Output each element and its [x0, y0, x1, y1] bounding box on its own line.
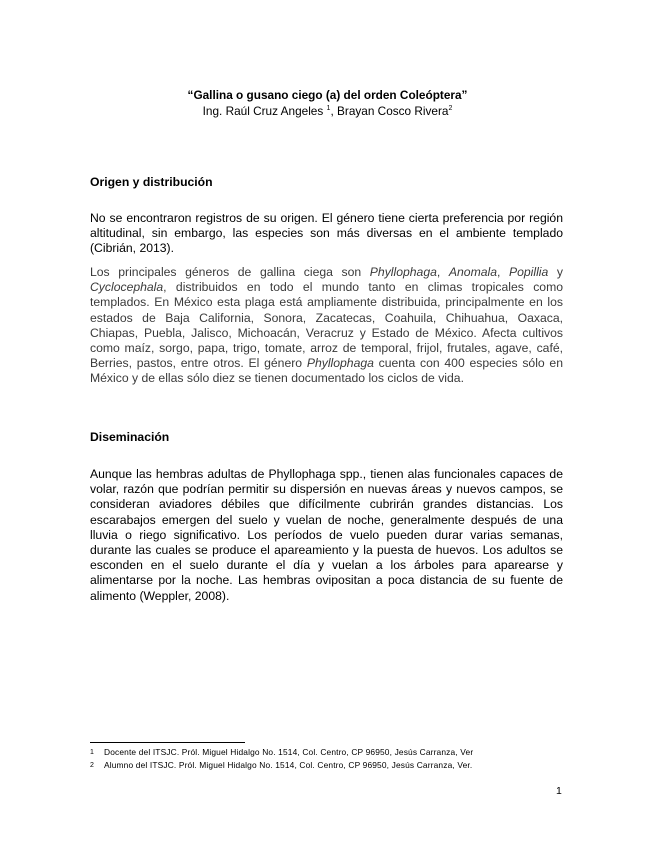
document-title: “Gallina o gusano ciego (a) del orden Coleóptera” [187, 88, 468, 102]
text-run: Los principales géneros de gallina ciega son [90, 265, 370, 279]
footnote-1 [90, 747, 473, 757]
genus-name: Phyllophaga [369, 265, 437, 279]
author-separator: , [330, 104, 338, 118]
heading-origen: Origen y distribución [90, 175, 213, 189]
author-1: Ing. Raúl Cruz Angeles [202, 104, 327, 118]
text-run: y [548, 265, 563, 279]
text-run: , distribuidos en todo el mundo tanto en climas tropicales como templados. En México esta plaga está ampliamente distribuida, principalmente en los estados de Baja California, Sonora, Zacatecas, Coahuila, Chihuahua, Oaxaca, Chiapas, Puebla, Jalisco, Michoacán, Veracruz y Estado de México. Afecta cultivos como maíz, sorgo, papa, trigo, tomate, arroz de temporal, frijol, frutales, agave, café, Berries, pastos, entre otros. El género [90, 280, 563, 371]
paragraph-origen: No se encontraron registros de su origen. El género tiene cierta preferencia por región altitudinal, sin embargo, las especies son más diversas en el ambiente templado (Cibrián, 2013). [90, 211, 563, 256]
page-number: 1 [556, 785, 562, 797]
genus-name: Popillia [509, 265, 549, 279]
paragraph-generos [90, 265, 563, 387]
genus-name: Anomala [448, 265, 497, 279]
footnote-text: Alumno del ITSJC. Pról. Miguel Hidalgo No. 1514, Col. Centro, CP 96950, Jesús Carranza, Ver. [104, 760, 473, 770]
footnote-2 [90, 760, 472, 770]
footnote-number: 2 [90, 762, 95, 769]
authors-line [0, 104, 655, 118]
footnote-number: 1 [90, 749, 95, 756]
footnote-text: Docente del ITSJC. Pról. Miguel Hidalgo No. 1514, Col. Centro, CP 96950, Jesús Carranza, Ver [104, 747, 474, 757]
footnote-divider [90, 742, 245, 743]
heading-diseminacion: Diseminación [90, 430, 170, 444]
text-run: cuenta con 400 especies sólo en México y de ellas sólo diez se tienen documentado los ciclos de vida. [90, 356, 563, 386]
footnote-ref-1: 1 [326, 105, 331, 113]
footnote-ref-2: 2 [448, 105, 453, 113]
author-2: Brayan Cosco Rivera [337, 104, 449, 118]
genus-name: Phyllophaga [306, 356, 374, 371]
text-run: , [436, 265, 449, 279]
paragraph-diseminacion: Aunque las hembras adultas de Phyllophaga spp., tienen alas funcionales capaces de volar, razón que podrían permitir su dispersión en nuevas áreas y nuevos campos, se consideran aviadores débiles que difícilmente cubrirán grandes distancias. Los escarabajos emergen del suelo y vuelan de noche, generalmente después de una lluvia o riego significativo. Los períodos de vuelo pueden durar varias semanas, durante las cuales se produce el apareamiento y la puesta de huevos. Los adultos se esconden en el suelo durante el día y vuelan a los árboles para aparearse y alimentarse por la noche. Las hembras ovipositan a poca distancia de su fuente de alimento (Weppler, 2008). [90, 467, 563, 603]
text-run: , [497, 265, 509, 279]
genus-name: Cyclocephala [90, 280, 164, 295]
